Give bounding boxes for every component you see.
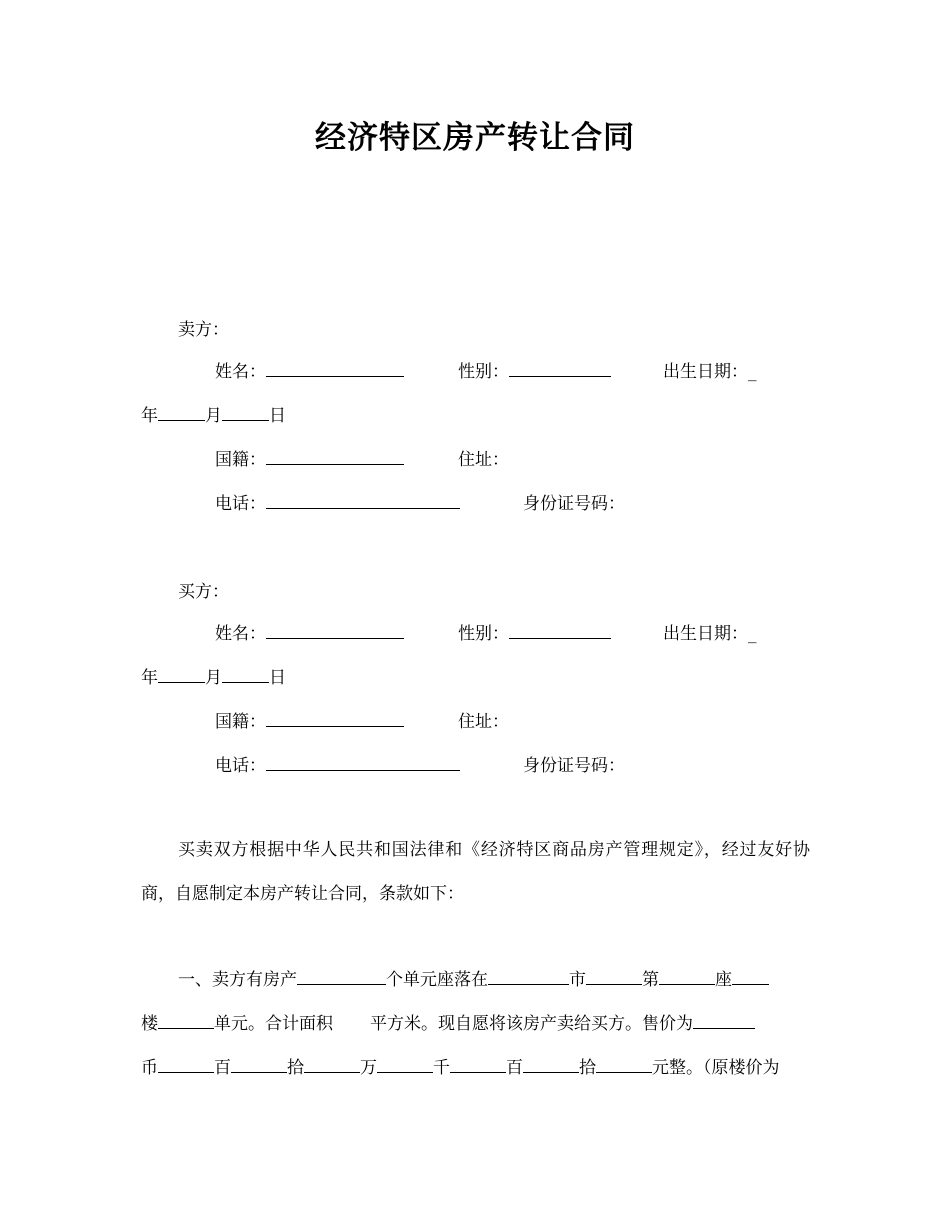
clause1-text-8: 平方米。现自愿将该房产卖给买方。售价为 (370, 1014, 693, 1034)
seller-phone-blank (266, 494, 460, 509)
seller-name-blank (266, 362, 404, 377)
clause1-blank-city (488, 970, 569, 985)
clause1-blank-g (596, 1058, 652, 1073)
seller-phone-row (215, 494, 460, 514)
clause1-blank-block (659, 970, 715, 985)
clause1-line1 (178, 970, 769, 990)
seller-address-label: 住址： (458, 450, 509, 470)
clause1-text-14: 百 (506, 1058, 523, 1078)
clause1-blank-c (304, 1058, 360, 1073)
clause1-text-4: 第 (642, 970, 659, 990)
buyer-day-label: 日 (269, 668, 286, 688)
seller-gender-label: 性别： (458, 362, 509, 382)
seller-day-label: 日 (269, 406, 286, 426)
clause1-text-13: 千 (433, 1058, 450, 1078)
seller-id-label: 身份证号码： (523, 494, 625, 514)
clause1-text-10: 百 (214, 1058, 231, 1078)
seller-birth-row (663, 362, 757, 382)
seller-name-label: 姓名： (215, 362, 266, 382)
clause1-blank-a (158, 1058, 214, 1073)
seller-heading: 卖方： (178, 320, 229, 340)
clause1-text-12: 万 (360, 1058, 377, 1078)
clause1-text-11: 拾 (287, 1058, 304, 1078)
seller-birth-date (141, 406, 286, 426)
clause1-blank-e (450, 1058, 506, 1073)
clause1-text-9: 币 (141, 1058, 158, 1078)
seller-birth-underscore: _ (748, 362, 757, 382)
buyer-gender-label: 性别： (458, 624, 509, 644)
clause1-blank-b (231, 1058, 287, 1073)
buyer-month-blank (222, 668, 269, 683)
seller-name-row (215, 362, 404, 382)
seller-nationality-row (215, 450, 404, 470)
buyer-phone-label: 电话： (215, 756, 266, 776)
clause1-blank-currency (693, 1014, 755, 1029)
seller-year-label: 年 (141, 406, 158, 426)
clause1-text-1: 一、卖方有房产 (178, 970, 297, 990)
buyer-nationality-label: 国籍： (215, 712, 266, 732)
buyer-year-label: 年 (141, 668, 158, 688)
buyer-gender-row (458, 624, 611, 644)
clause1-text-6: 楼 (141, 1014, 158, 1034)
seller-month-label: 月 (205, 406, 222, 426)
seller-month-blank (222, 406, 269, 421)
seller-gender-blank (509, 362, 611, 377)
buyer-heading: 买方： (178, 582, 229, 602)
buyer-name-blank (266, 624, 404, 639)
seller-year-blank (158, 406, 205, 421)
buyer-address-label: 住址： (458, 712, 509, 732)
buyer-phone-row (215, 756, 460, 776)
clause1-blank-floor-b (158, 1014, 214, 1029)
buyer-nationality-blank (266, 712, 404, 727)
seller-nationality-blank (266, 450, 404, 465)
clause1-blank-d (377, 1058, 433, 1073)
seller-nationality-label: 国籍： (215, 450, 266, 470)
clause1-text-5: 座 (715, 970, 732, 990)
buyer-birth-date (141, 668, 286, 688)
clause1-text-16: 元整。（原楼价为 (652, 1058, 780, 1078)
seller-phone-label: 电话： (215, 494, 266, 514)
seller-birth-label: 出生日期： (663, 362, 748, 382)
seller-gender-row (458, 362, 611, 382)
document-title: 经济特区房产转让合同 (315, 120, 635, 156)
clause1-text-3: 市 (569, 970, 586, 990)
buyer-name-label: 姓名： (215, 624, 266, 644)
clause1-text-7: 单元。合计面积 (214, 1014, 333, 1034)
buyer-birth-row (663, 624, 757, 644)
buyer-gender-blank (509, 624, 611, 639)
intro-paragraph: 买卖双方根据中华人民共和国法律和《经济特区商品房产管理规定》，经过友好协商，自愿制定本房产转让合同，条款如下： (141, 840, 810, 904)
buyer-id-label: 身份证号码： (523, 756, 625, 776)
clause1-blank-floor-a (732, 970, 769, 985)
buyer-birth-underscore: _ (748, 624, 757, 644)
buyer-birth-label: 出生日期： (663, 624, 748, 644)
buyer-year-blank (158, 668, 205, 683)
clause1-line2 (141, 1014, 755, 1034)
buyer-month-label: 月 (205, 668, 222, 688)
clause1-blank-units (297, 970, 386, 985)
clause1-text-15: 拾 (579, 1058, 596, 1078)
clause1-text-2: 个单元座落在 (386, 970, 488, 990)
buyer-phone-blank (266, 756, 460, 771)
buyer-nationality-row (215, 712, 404, 732)
clause1-blank-district (586, 970, 642, 985)
clause1-line3 (141, 1058, 780, 1078)
clause1-blank-f (523, 1058, 579, 1073)
buyer-name-row (215, 624, 404, 644)
